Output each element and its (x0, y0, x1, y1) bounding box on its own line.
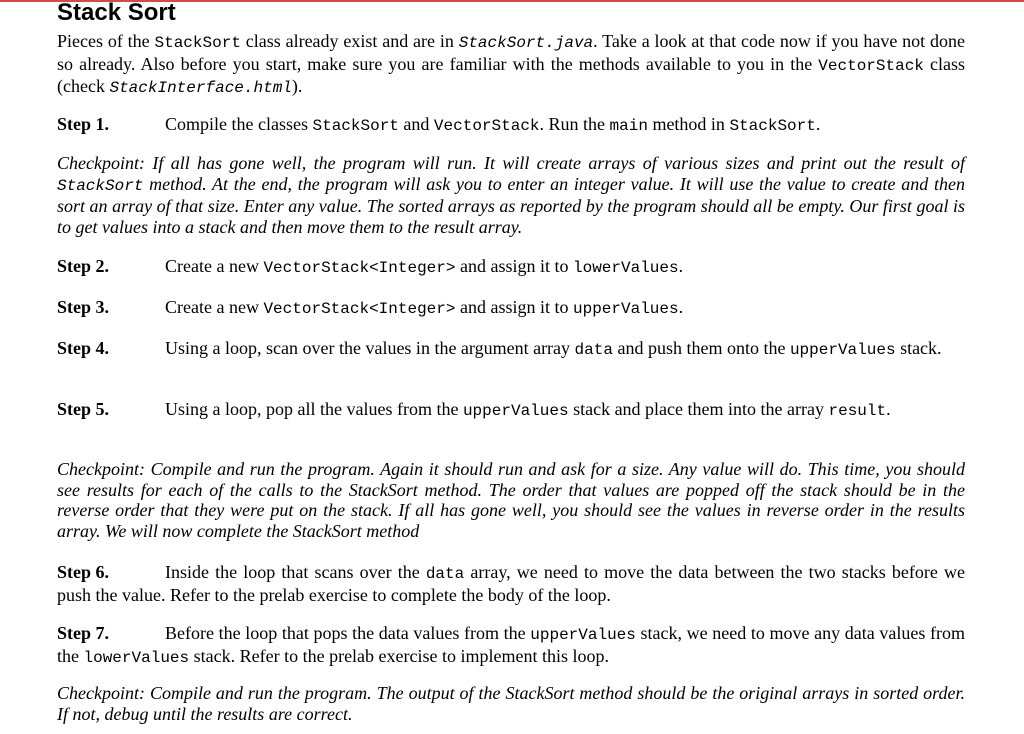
code-stacksort: StackSort (154, 34, 241, 52)
code-data: data (425, 565, 465, 583)
step-text: and assign it to (455, 297, 573, 317)
step-1 (57, 114, 965, 137)
intro-text: class already exist and are in (240, 31, 459, 51)
step-text: Compile the classes (165, 114, 313, 134)
step-text: . (886, 399, 891, 419)
step-text: and assign it to (455, 256, 573, 276)
step-text: Before the loop that pops the data values from the (165, 623, 531, 643)
code-result: result (828, 402, 887, 420)
code-stacksort: StackSort (312, 117, 399, 135)
intro-text: Pieces of the (57, 31, 155, 51)
step-text: stack. Refer to the prelab exercise to implement this loop. (189, 645, 609, 666)
step-text: and push them onto the (612, 338, 790, 358)
code-data: data (574, 341, 613, 359)
step-label: Step 3. (57, 297, 110, 317)
step-text: stack, we need to move any data values from the (57, 623, 965, 666)
step-text: Create a new (165, 297, 264, 317)
step-label: Step 6. (57, 562, 110, 582)
code-uppervalues: upperValues (462, 402, 569, 420)
checkpoint-3: Checkpoint: Compile and run the program. The output of the StackSort method should be the original arrays in sorted order. If not, debug until the results are correct. (57, 683, 965, 724)
intro-paragraph (57, 31, 965, 99)
step-label: Step 2. (57, 256, 110, 276)
step-3 (57, 297, 965, 320)
step-5 (57, 399, 965, 422)
code-vectorstack: VectorStack (433, 117, 540, 135)
step-6 (57, 562, 965, 605)
step-text: . (678, 256, 684, 276)
intro-text: . Take a look at that code now if you have not done so already. Also before you start, make sure you are familiar with the methods available to you in the (57, 31, 966, 74)
code-stacksort: StackSort (57, 176, 144, 195)
step-label: Step 4. (57, 338, 110, 358)
code-stackinterface-html: StackInterface.html (109, 79, 292, 97)
checkpoint-2: Checkpoint: Compile and run the program. Again it should run and ask for a size. Any value will do. This time, you should see results for each of the calls to the StackSort method. The order that values are popped off the stack should be in the reverse order that they were put on the stack. If all has gone well, you should see the values in reverse order in the results array. We will now complete the StackSort method (57, 459, 965, 541)
step-text: Inside the loop that scans over the (165, 562, 426, 582)
code-lowervalues: lowerValues (572, 259, 679, 277)
step-text: . Run the (539, 114, 610, 134)
step-text: stack and place them into the array (568, 399, 829, 419)
step-text: method in (647, 114, 730, 134)
step-text: and (398, 114, 434, 134)
code-vectorstack: VectorStack (818, 56, 924, 75)
checkpoint-text: method. At the end, the program will ask you to enter an integer value. It will use the value to create and then sort an array of that size. Enter any value. The sorted arrays as reported by the program should all be empty. Our first goal is to get values into a stack and then move them to the result array. (57, 173, 965, 237)
step-text: stack. (895, 338, 942, 358)
section-heading: Stack Sort (57, 0, 176, 26)
code-vectorstack-integer: VectorStack<Integer> (263, 300, 456, 318)
intro-text: ). (291, 76, 303, 96)
step-text: Using a loop, pop all the values from the (165, 399, 463, 419)
step-7 (57, 623, 965, 668)
checkpoint-text: Checkpoint: If all has gone well, the program will run. It will create arrays of various sizes and print out the result of (57, 153, 965, 173)
code-vectorstack-integer: VectorStack<Integer> (263, 259, 456, 277)
checkpoint-1 (57, 153, 965, 237)
step-text: Create a new (165, 256, 264, 276)
step-label: Step 5. (57, 399, 110, 419)
step-label: Step 1. (57, 114, 110, 134)
step-4 (57, 338, 965, 361)
step-text: Using a loop, scan over the values in the argument array (165, 338, 575, 358)
code-uppervalues: upperValues (572, 300, 679, 318)
code-uppervalues: upperValues (530, 626, 636, 644)
code-stacksort: StackSort (729, 117, 816, 135)
step-2 (57, 256, 965, 279)
code-main: main (609, 117, 648, 135)
step-text: array, we need to move the data between the two stacks before we push the value. Refer to the prelab exercise to complete the body of the loop. (57, 562, 965, 605)
code-stacksort-java: StackSort.java (458, 34, 594, 52)
code-uppervalues: upperValues (789, 341, 896, 359)
step-text: . (815, 114, 821, 134)
code-lowervalues: lowerValues (83, 648, 190, 667)
intro-text: class (check (57, 53, 965, 96)
step-label: Step 7. (57, 623, 110, 643)
step-text: . (678, 297, 684, 317)
